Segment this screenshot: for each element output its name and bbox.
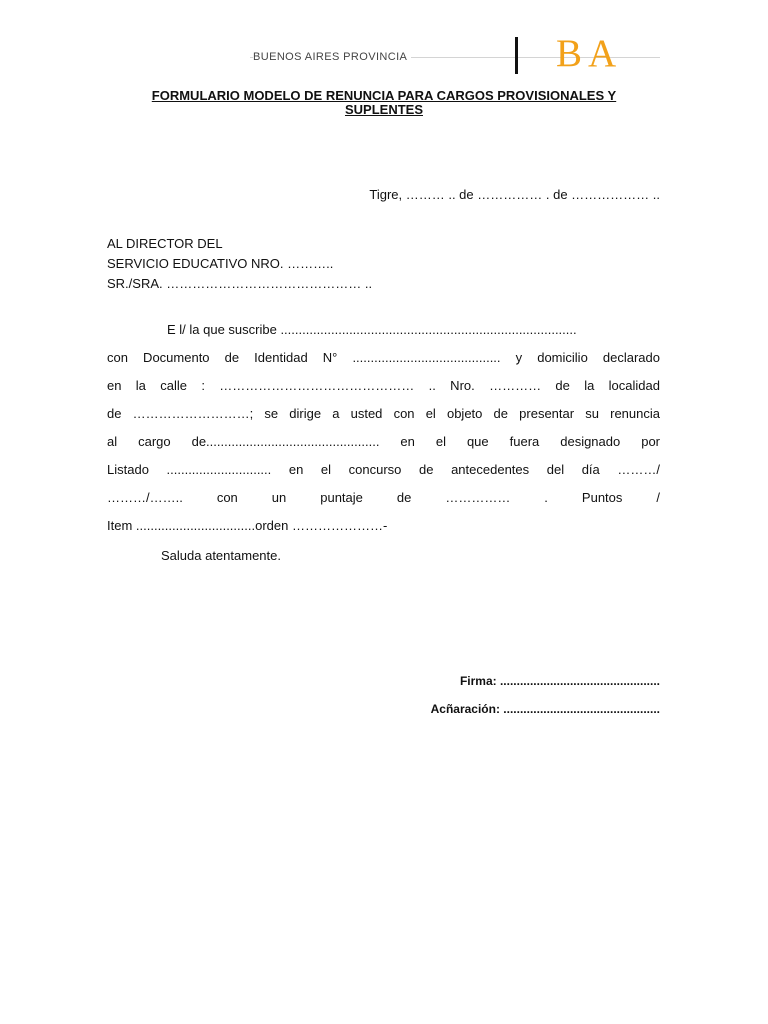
body-line-5: al cargo de................................................ en el que fuera designado por	[107, 434, 660, 449]
body-line-8: Item .................................orden …………………-	[107, 518, 388, 533]
body-line-6: Listado ............................. en el concurso de antecedentes del día ………/	[107, 462, 660, 477]
place-date-line: Tigre, ……… .. de …………… . de ……………… ..	[369, 187, 660, 202]
body-line-2: con Documento de Identidad N° ......................................... y domicilio declarado	[107, 350, 660, 365]
body-line-3: en la calle : ……………………………………… .. Nro. ………… de la localidad	[107, 378, 660, 393]
body-line-7: ………/…….. con un puntaje de …………… . Puntos /	[107, 490, 660, 505]
ba-logo: BA	[556, 32, 623, 75]
addressee-block	[107, 234, 372, 294]
addressee-line-3: SR./SRA. ……………………………………… ..	[107, 276, 373, 291]
title-line-1: FORMULARIO MODELO DE RENUNCIA PARA CARGOS PROVISIONALES Y	[151, 88, 617, 103]
body-line-1: E l/ la que suscribe ..................................................................................	[167, 322, 577, 337]
document-title	[100, 89, 668, 117]
closing-salutation: Saluda atentamente.	[161, 548, 281, 563]
signature-firma-line: Firma: ................................................	[459, 674, 660, 688]
signature-aclaracion-line: Acñaración: ...............................................	[430, 702, 660, 716]
body-line-4: de ………………………; se dirige a usted con el objeto de presentar su renuncia	[107, 406, 660, 421]
addressee-line-2: SERVICIO EDUCATIVO NRO. ………..	[107, 256, 334, 271]
title-line-2: SUPLENTES	[344, 102, 423, 117]
logo-divider-bar	[515, 37, 518, 74]
province-name: BUENOS AIRES PROVINCIA	[253, 51, 411, 63]
addressee-line-1: AL DIRECTOR DEL	[107, 236, 223, 251]
